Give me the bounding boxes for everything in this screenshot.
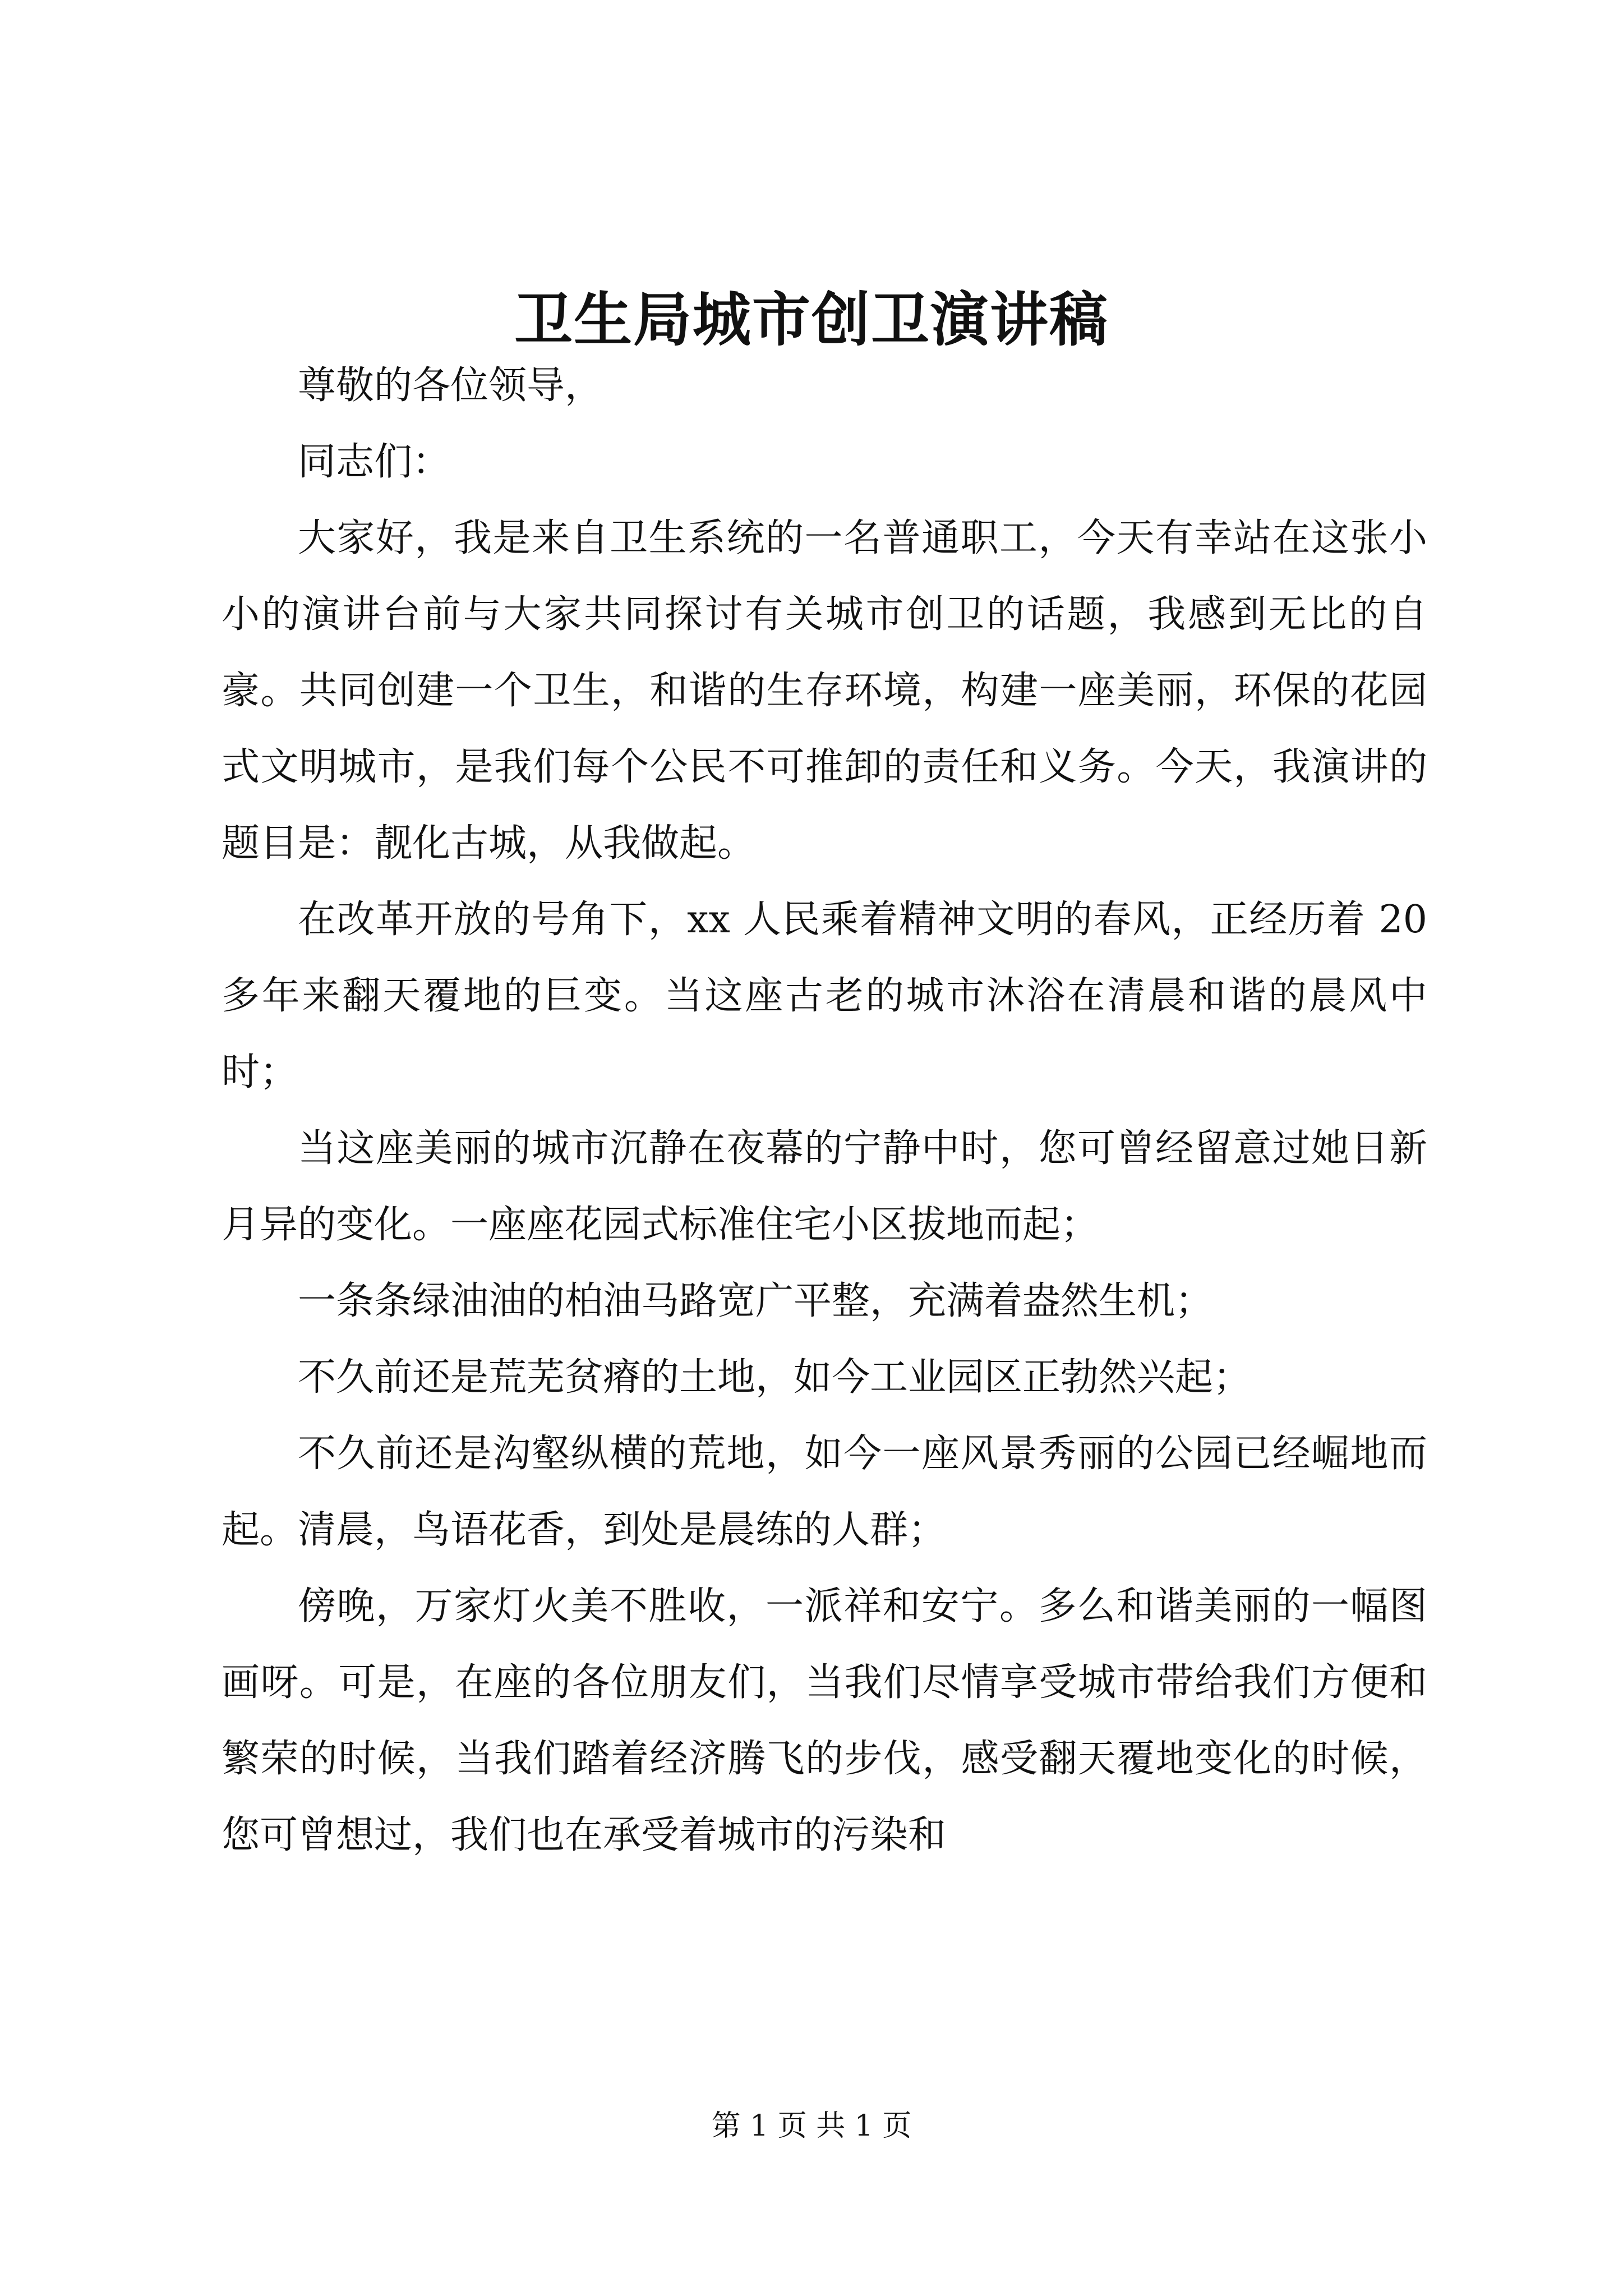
salutation-line: 尊敬的各位领导，: [298, 364, 603, 408]
page-number-footer: 第 1 页 共 1 页: [711, 2109, 912, 2143]
body-paragraph: 傍晚，万家灯火美不胜收，一派祥和安宁。多么和谐美丽的一幅图画呀。可是，在座的各位朋友们，当我们尽情享受城市带给我们方便和繁荣的时候，当我们踏着经济腾飞的步伐，感受翻天覆地变化的时候，您可曾想过，我们也在承受着城市的污染和: [222, 1584, 1427, 1857]
body-paragraph: 大家好，我是来自卫生系统的一名普通职工，今天有幸站在这张小小的演讲台前与大家共同探讨有关城市创卫的话题，我感到无比的自豪。共同创建一个卫生，和谐的生存环境，构建一座美丽，环保的花园式文明城市，是我们每个公民不可推卸的责任和义务。今天，我演讲的题目是：靓化古城，从我做起。: [222, 516, 1427, 866]
body-paragraph: 一条条绿油油的柏油马路宽广平整，充满着盎然生机；: [298, 1279, 1214, 1323]
body-paragraph: 当这座美丽的城市沉静在夜幕的宁静中时，您可曾经留意过她日新月异的变化。一座座花园式标准住宅小区拔地而起；: [222, 1126, 1427, 1247]
salutation-line: 同志们：: [298, 440, 451, 484]
body-paragraph: 在改革开放的号角下，xx 人民乘着精神文明的春风，正经历着 20 多年来翻天覆地的巨变。当这座古老的城市沐浴在清晨和谐的晨风中时；: [222, 898, 1427, 1094]
body-paragraph: 不久前还是荒芜贫瘠的土地，如今工业园区正勃然兴起；: [298, 1355, 1252, 1400]
document-body: [222, 348, 1427, 1874]
body-paragraph: 不久前还是沟壑纵横的荒地，如今一座风景秀丽的公园已经崛地而起。清晨，鸟语花香，到处是晨练的人群；: [222, 1432, 1427, 1552]
document-title: 卫生局城市创卫演讲稿: [514, 285, 1109, 354]
